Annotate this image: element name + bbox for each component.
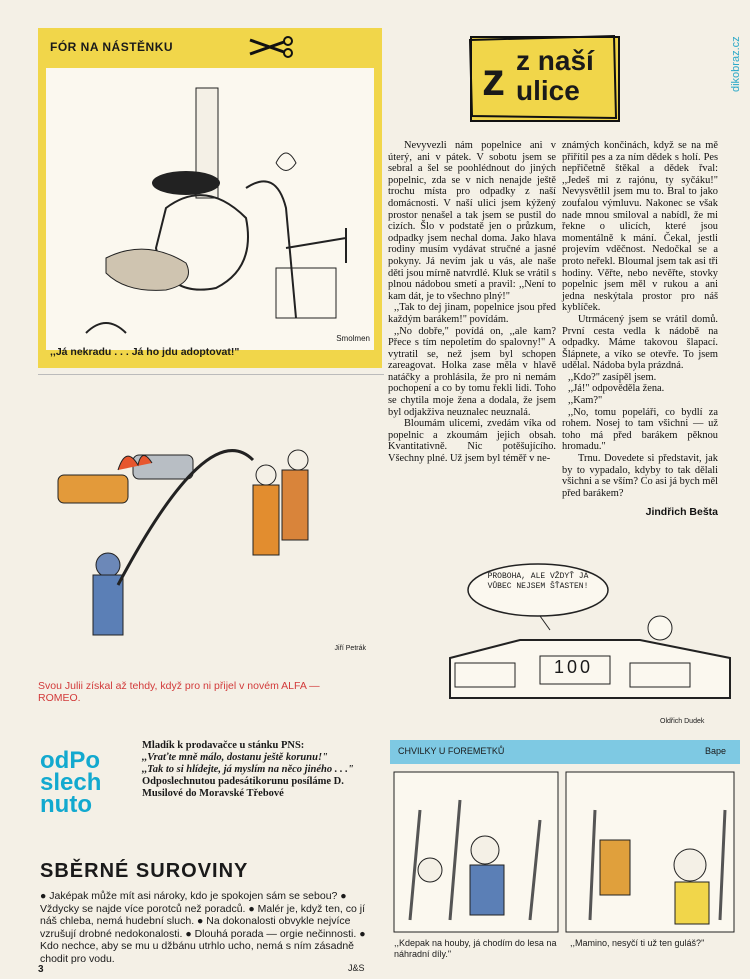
- story-paragraph: ,,No dobře," povídá on, ,,ale kam? Přece s tím nepoletím do spalovny!" A vytratil se, než jsem byl schopen zareagovat. Holka zase měla v hlavě natáčky a prohlásila, že pro ni nemám pochopení a co by tomu řekli lidi. Toho se chytila moje žena a dodala, že jsem byl odjakživa neuznalec neuznalá.: [388, 325, 556, 418]
- overheard-logo: [40, 747, 130, 818]
- overheard-quote1: ,,Vraťte mně málo, dostanu ještě korunu!": [142, 752, 328, 763]
- fireman-cartoon: [38, 375, 384, 665]
- page-number: 3: [38, 964, 44, 975]
- license-plate: 100: [554, 657, 594, 677]
- story-column-2: [562, 140, 718, 519]
- story-paragraph: Utrmácený jsem se vrátil domů. První cesta vedla k nádobě na odpadky. Máme takovou šlapací. Šlápnete, a víko se otevře. To jsem udělal. Nádoba byla prázdná.: [562, 313, 718, 372]
- scrap-text: ● Jaképak může mít asi nároky, kdo je spokojen sám se sebou? ● Vždycky se najde více porotců než poradců. ● Malér je, když ten, co jí náš chleba, nemá hudební sluch. ● Na dokonalosti obvykle nejvíce vzrušují drobné nedokonalosti. ● Dlouhá porada — orgie nečinnosti. ● Kdo nechce, aby se mu u džbánu utrhlo ucho, nemá s ním zásadně chodit pro vodu.: [40, 890, 366, 965]
- story-paragraph: ,,Kdo?" zasípěl jsem.: [568, 371, 657, 383]
- strip-panels: [390, 770, 740, 934]
- board-title: FÓR NA NÁSTĚNKU: [50, 40, 174, 54]
- scissors-icon: [248, 36, 296, 58]
- story-paragraph: Trnu. Dovedete si představit, jak by to vypadalo, kdyby to tak dělali všichni a se vším? Co asi já bych měl před barákem?: [562, 453, 718, 499]
- story-author: Jindřich Bešta: [645, 506, 718, 519]
- strip-title: CHVILKY U FOREMETKŮ: [398, 746, 505, 756]
- story-paragraph: ,,No, tomu popeláři, co bydlí za rohem. Nosej to tam všichni — už toho má před barákem pěknou hromadu.": [562, 406, 718, 453]
- street-heading-box: [470, 36, 620, 122]
- overheard-credit: Odposlechnutou padesátikorunu posíláme D. Musilové do Moravské Třebové: [142, 776, 344, 799]
- fireman-caption: Svou Julii získal až tehdy, když pro ni přijel v novém ALFA — ROMEO.: [38, 680, 320, 704]
- overheard-quote2: ,,Tak to si hlídejte, já myslím na něco jiného . . .": [142, 764, 354, 775]
- strip-header: [390, 740, 740, 764]
- strip-frame: [390, 740, 740, 970]
- story-paragraph: ,,Já!" odpověděla žena.: [568, 383, 665, 395]
- side-watermark: [730, 4, 746, 94]
- watermark-text: dikobraz.cz: [730, 36, 742, 92]
- board-panel: [38, 28, 382, 368]
- fireman-cartoon-frame: [38, 374, 384, 665]
- logo-line: odPo: [40, 747, 100, 774]
- story-paragraph: známých končinách, když se na mě přiřítil pes a za ním dědek s holí. Pes nepřičetně štěkal a dědek řval: ,,Jedeš mi z rajónu, ty syčáku!" Nevysvětlil jsem mu to. Bral to jako zoufalou výmluvu. Nakonec se však nade mnou smiloval a nabídl, že mi řekne o ulicích, které jsou momentálně k mání. Čekal, jestli projevím vděčnost. Nedočkal se a proto neřekl. Bloumal jsem tak asi tři hodiny. Věřte, nebo nevěřte, stovky popelnic jsem měl v rukou a ani jedna neskýtala prostor pro náš kyblíček.: [562, 140, 718, 314]
- overheard-intro: Mladík k prodavačce u stánku PNS:: [142, 740, 305, 751]
- board-author: Smolmen: [336, 334, 370, 343]
- story-paragraph: Nevyvezli nám popelnice ani v úterý, ani v pátek. V sobotu jsem se sebral a šel se poohlédnout do jiných popelnic, zda se v nich nenajde ještě trochu místa pro odpadky z naší domácnosti. V naší ulici jsem kýžený prostor nenašel a tak jsem se pustil do cizích. Šlo v podstatě jen o průzkum, odpadky jsem nechal doma. Jako hlava rodiny musím vydávat stručné a jasné pokyny. Já nevím jak u vás, ale naše děti jsou mírně natvrdlé. Kluk se vrátil s plnou nádobou smetí a pravil: ,,Není to kam dát, je to všechno plný!": [388, 140, 556, 302]
- car-author: Oldřich Dudek: [660, 718, 705, 725]
- heading-bottom: ulice: [516, 75, 580, 106]
- scrap-author: J&S: [348, 963, 365, 973]
- board-illustration: [46, 68, 374, 350]
- scrap-title: SBĚRNÉ SUROVINY: [40, 860, 249, 882]
- car-cartoon-frame: [430, 558, 740, 728]
- board-caption: ,,Já nekradu . . . Já ho jdu adoptovat!": [50, 346, 240, 358]
- logo-line: slech: [40, 769, 102, 796]
- story-paragraph: ,,Tak to dej jinam, popelnice jsou před každým barákem!" povídám.: [388, 302, 556, 325]
- strip-author: Bape: [704, 746, 726, 756]
- story-column-1: [388, 140, 556, 465]
- strip-caption-1: ,,Kdepak na houby, já chodím do lesa na náhradní díly.": [394, 938, 557, 959]
- overheard-text: [142, 740, 372, 800]
- story-paragraph: ,,Kam?": [568, 395, 603, 407]
- thief-cartoon: [46, 68, 374, 350]
- heading-top: z naší: [516, 45, 594, 76]
- strip-caption-2: ,,Mamino, nesyčí ti už ten guláš?": [570, 938, 705, 948]
- logo-line: nuto: [40, 791, 92, 818]
- heading-z: z: [482, 53, 505, 105]
- fireman-author: Jiří Petrák: [334, 645, 366, 652]
- story-paragraph: Bloumám ulicemi, zvedám víka od popelnic a zkoumám jejich obsah. Kvantitativně. Nic potěšujícího. Všechny plné. Už jsem byl téměř v ne-: [388, 418, 556, 465]
- speech-bubble-text: PROBOHA, ALE VŽDYŤ JÁ VŮBEC NEJSEM ŠŤASTEN!: [487, 572, 589, 591]
